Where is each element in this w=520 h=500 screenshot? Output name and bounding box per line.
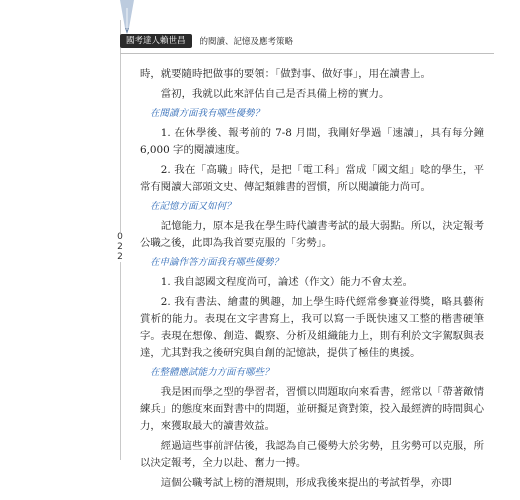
paragraph: 2. 我在「高職」時代，是把「電工科」當成「國文組」唸的學生，平常有閱讀大部頭文史、傳記類雜書的習慣，所以閱讀能力尚可。 <box>140 164 484 193</box>
paragraph: 2. 我有書法、繪畫的興趣，加上學生時代經常參賽並得獎，略具藝術賞析的能力。表現在文字書寫上，我可以寫一手既快速又工整的楷書硬筆字。表現在想像、創造、觀察、分析及組織能力上，則有利於文字駕馭與表達，尤其對我之後研究與自創的記憶訣，提供了極佳的奧援。 <box>140 296 484 359</box>
paragraph: 記憶能力，原本是我在學生時代讀書考試的最大弱點。所以，決定報考公職之後，此即為我首要克服的「劣勢」。 <box>140 220 484 249</box>
body-text <box>140 66 484 495</box>
section-heading: 在記憶方面又如何？ <box>150 201 236 212</box>
header-rule <box>120 53 494 54</box>
section-heading: 在申論作答方面我有哪些優勢？ <box>150 257 284 268</box>
paragraph: 時，就要隨時把做事的要領：「做對事、做好事」，用在讀書上。 <box>140 68 431 80</box>
header-title: 的閱讀、記憶及應考策略 <box>199 37 294 47</box>
paragraph: 經過這些事前評估後，我認為自己優勢大於劣勢，且劣勢可以克服，所以決定報考，全力以赴、奮力一搏。 <box>140 440 484 469</box>
paragraph: 這個公職考試上榜的潛規則，形成我後來提出的考試哲學，亦即 <box>160 477 452 489</box>
section-heading: 在閱讀方面我有哪些優勢？ <box>150 108 265 119</box>
paragraph: 1. 我自認國文程度尚可，論述（作文）能力不會太差。 <box>160 276 413 288</box>
section-heading: 在整體應試能力方面有哪些？ <box>150 367 274 378</box>
paragraph: 1. 在休學後、報考前的 7-8 月間，我剛好學過「速讀」，具有每分鐘 6,000 字的閱讀速度。 <box>140 127 484 156</box>
pen-tip-icon <box>112 0 142 36</box>
paragraph: 當初，我就以此來評估自己是否具備上榜的實力。 <box>160 88 390 100</box>
header-tag: 國考達人賴世昌 <box>120 34 192 48</box>
page-number: 0 2 2 <box>113 232 127 262</box>
running-header <box>120 32 293 50</box>
paragraph: 我是困而學之型的學習者，習慣以問題取向來看書，經常以「帶著敵情練兵」的態度來面對書中的問題，並研擬足資對策，投入最經濟的時間與心力，來獲取最大的讀書效益。 <box>140 386 484 432</box>
